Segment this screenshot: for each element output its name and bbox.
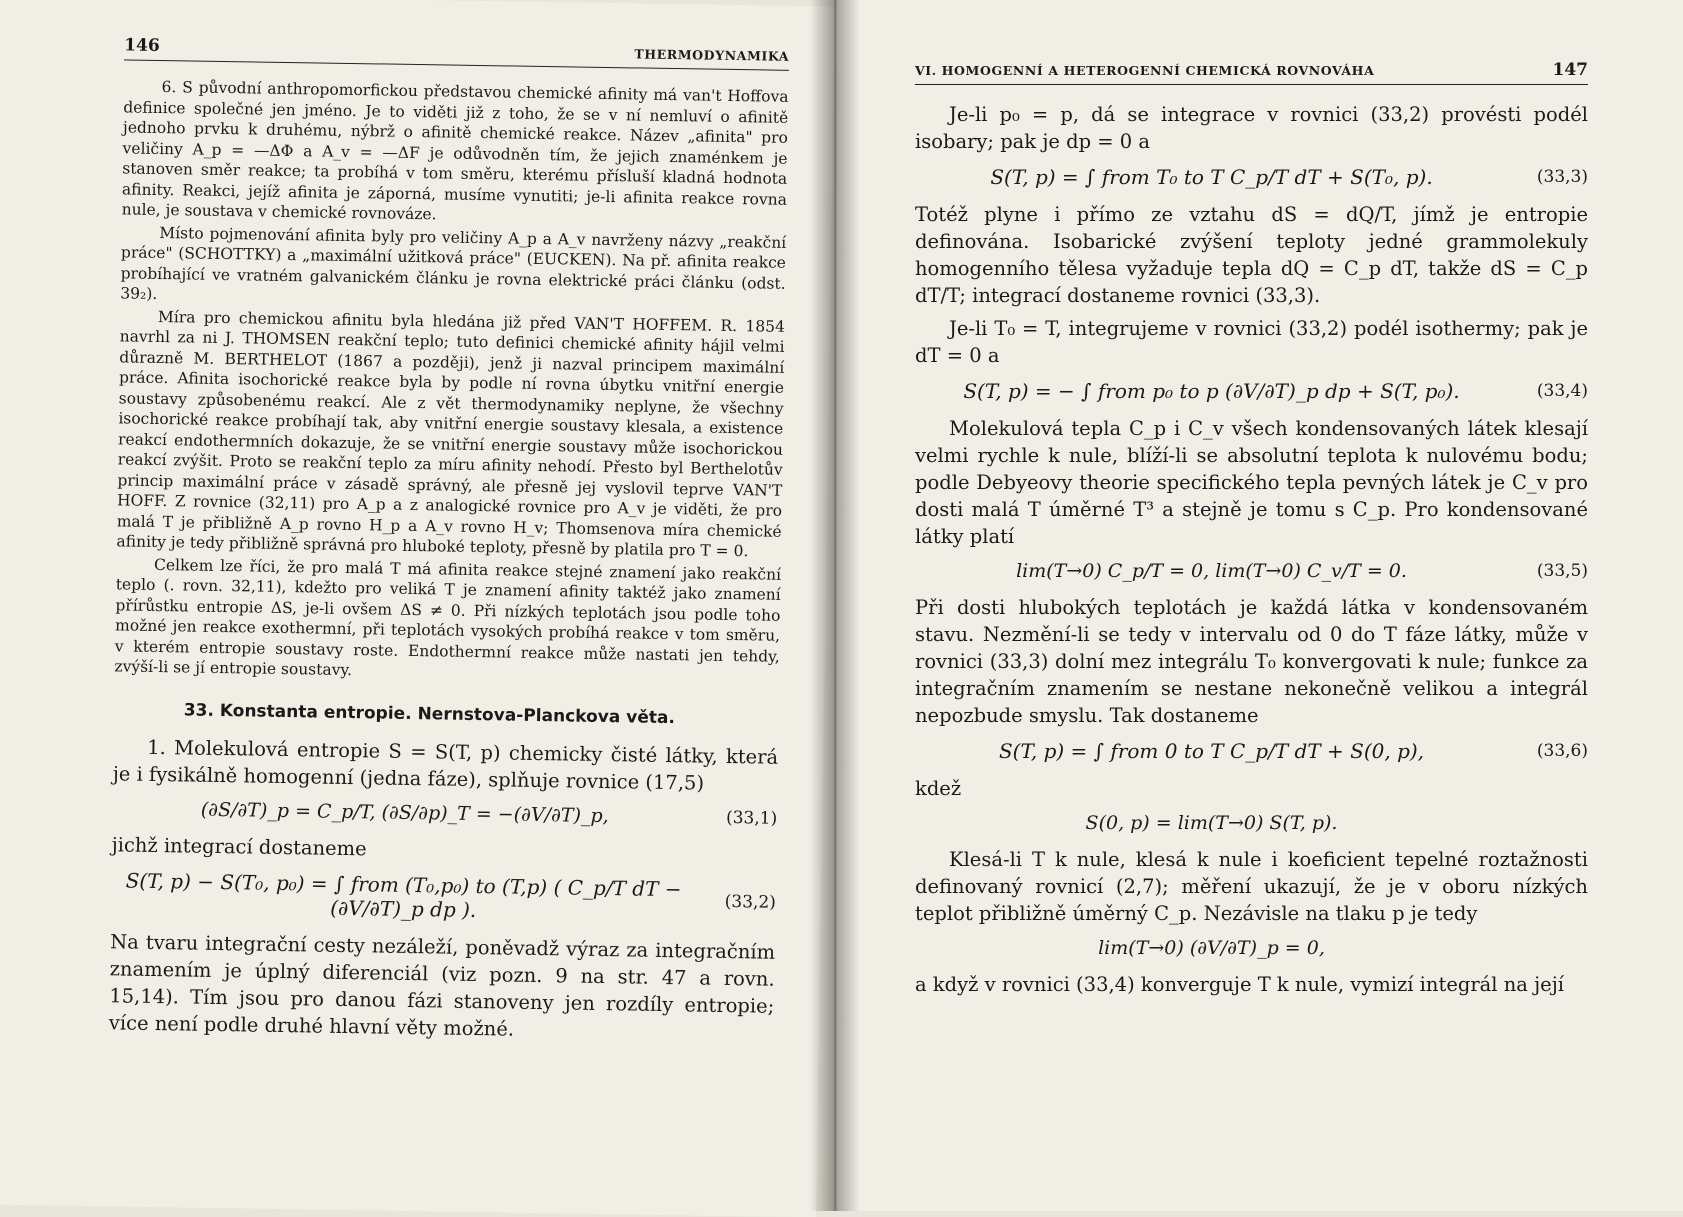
right-page [835,0,1683,1211]
paragraph-molekulova-tepla: Molekulová tepla C_p i C_v všech kondensovaných látek klesají velmi rychle k nule, blíží-li se absolutní teplota k nulovému bodu; podle Debyeovy theorie specifického tepla pevných látek je C_v pro dosti malá T úměrné T³ a stejně je tomu s C_p. Pro kondensované látky platí [915,417,1588,548]
paragraph-afinita-2: Místo pojmenování afinita byly pro veličiny A_p a A_v navrženy názvy „reakční práce" (SCHOTTKY) a „maximální užitková práce" (EUCKEN). Na př. afinita reakce probíhající ve vratném galvanickém článku je rovna elektrické práci článku (odst. 39₂). [120,223,787,303]
equation-33-3-tag: (33,3) [1536,167,1588,187]
equation-33-1 [112,797,777,829]
paragraph-kdez: kdež [915,777,962,800]
equation-33-1-body: (∂S/∂T)_p = C_p/T, (∂S/∂p)_T = −(∂V/∂T)_p, [200,798,609,827]
section-title: 33. Konstanta entropie. Nernstova-Planckova věta. [183,699,676,728]
equation-s0-body: S(0, p) = lim(T→0) S(T, p). [1085,812,1338,834]
equation-33-4-body: S(T, p) = − ∫ from p₀ to p (∂V/∂T)_p dp + S(T, p₀). [963,379,1460,403]
left-large-text [109,733,779,1046]
equation-33-3 [915,165,1588,189]
paragraph-entropie-2: jichž integrací dostaneme [111,832,367,860]
paragraph-entropie-1: 1. Molekulová entropie S = S(T, p) chemicky čisté látky, která je i fysikálně homogenní (jedna fáze), splňuje rovnice (17,5) [112,735,779,795]
equation-33-4 [915,379,1588,403]
paragraph-isobara: Je-li p₀ = p, dá se integrace v rovnici (33,2) provésti podél isobary; pak je dp = 0 a [915,103,1588,153]
left-page [0,0,835,1217]
equation-33-5-body: lim(T→0) C_p/T = 0, lim(T→0) C_v/T = 0. [1016,560,1407,582]
paragraph-konverguje: a když v rovnici (33,4) konverguje T k nule, vymizí integrál na její [915,973,1564,996]
equation-33-5-tag: (33,5) [1536,561,1588,581]
equation-33-6-body: S(T, p) = ∫ from 0 to T C_p/T dT + S(0, p), [998,739,1425,763]
equation-33-3-body: S(T, p) = ∫ from T₀ to T C_p/T dT + S(T₀, p). [990,165,1433,189]
paragraph-entropie-3: Na tvaru integrační cesty nezáleží, poněvadž výraz za integračním znamením je úplný diferenciál (viz pozn. 9 na str. 47 a rovn. 15,14). Tím jsou pro danou fázi stanoveny jen rozdíly entropie; více není podle druhé hlavní věty možné. [108,929,776,1041]
equation-lim-body: lim(T→0) (∂V/∂T)_p = 0, [1098,937,1325,959]
right-large-text [915,101,1588,998]
paragraph-afinita-3: Míra pro chemickou afinitu byla hledána již před VAN'T HOFFEM. R. 1854 navrhl za ni J. THOMSEN reakční teplo; tuto definici chemické afinity hájil velmi důrazně M. BERTHELOT (1867 a později), jenž ji nazval principem maximální práce. Afinita isochorické reakce byla by podle ní rovna úbytku vnitřní energie soustavy způsobenému reakcí. Ale z vět thermodynamiky neplyne, že všechny isochorické reakce probíhají tak, aby vnitřní energie soustavy klesala, a existence reakcí endothermních dokazuje, že se vnitřní energie soustavy může isochorickou reakcí zvýšit. Proto se reakční teplo za míru afinity nehodí. Přesto byl Berthelotův princip maximální práce v zásadě správný, ale přesně jej vyslovil teprve VAN'T HOFF. Z rovnice (32,11) pro A_p a z analogické rovnice pro A_v je viděti, že pro malá T je přibližně A_p rovno H_p a A_v rovno H_v; Thomsenova míra chemické afinity je tedy přibližně správná pro hluboké teploty, přesně by platila pro T = 0. [116,307,786,561]
equation-33-2 [111,868,777,926]
paragraph-kondensovany-stav: Při dosti hlubokých teplotách je každá látka v kondensovaném stavu. Nezmění-li se tedy v intervalu od 0 do T fáze látky, může v rovnici (33,3) dolní mez integrálu T₀ konvergovati k nule; funkce za integračním znamením se nestane nekonečně velikou a integrál nepozbude smyslu. Tak dostaneme [915,596,1588,727]
equation-33-2-tag: (33,2) [724,891,777,913]
equation-lim [915,937,1588,959]
right-running-title: VI. HOMOGENNÍ A HETEROGENNÍ CHEMICKÁ ROVNOVÁHA [915,63,1375,78]
equation-33-6 [915,739,1588,763]
right-page-number: 147 [1552,60,1588,80]
equation-33-6-tag: (33,6) [1536,741,1588,761]
left-running-title: THERMODYNAMIKA [634,46,790,64]
paragraph-afinita-4: Celkem lze říci, že pro malá T má afinita reakce stejné znamení jako reakční teplo (. rovn. 32,11), kdežto pro veliká T je znamení afinity taktéž jako znamení přírůstku entropie ΔS, je-li ovšem ΔS ≠ 0. Při nízkých teplotách jsou podle toho možné jen reakce exothermní, při teplotách vysokých probíhá reakce v tom směru, v kterém entropie soustavy roste. Endothermní reakce může nastati jen tehdy, zvýší-li se jí entropie soustavy. [114,555,782,680]
left-running-head [124,35,789,70]
paragraph-koeficient: Klesá-li T k nule, klesá k nule i koeficient tepelné roztažnosti definovaný rovnicí (2,7); měření ukazují, že je v oboru nízkých teplot přibližně úměrný C_p. Nezávisle na tlaku p je tedy [915,848,1588,925]
paragraph-afinita-1: 6. S původní anthropomorfickou představou chemické afinity má van't Hoffova definice společné jen jméno. Je to viděti již z toho, že se v ní nemluví o afinitě jednoho prvku k druhému, nýbrž o afinitě chemické reakce. Název „afinita" pro veličiny A_p = —ΔΦ a A_v = —ΔF je odůvodněn tím, že jejich znaménkem je stanoven směr reakce; ta probíhá v tom směru, kterému přísluší kladná hodnota afinity. Reakci, jejíž afinita je záporná, musíme vynutiti; je-li afinita reakce rovna nule, je soustava v chemické rovnováze. [121,77,789,224]
book-gutter [810,0,860,1211]
equation-s0 [915,812,1588,834]
paragraph-isotherma: Je-li T₀ = T, integrujeme v rovnici (33,2) podél isothermy; pak je dT = 0 a [915,317,1588,367]
right-running-head [915,60,1588,85]
equation-33-5 [915,560,1588,582]
left-small-text [114,76,788,687]
equation-33-1-tag: (33,1) [725,807,778,829]
equation-33-2-body: S(T, p) − S(T₀, p₀) = ∫ from (T₀,p₀) to (T,p) ( C_p/T dT − (∂V/∂T)_p dp ). [125,868,682,922]
equation-33-4-tag: (33,4) [1536,381,1588,401]
paragraph-definice: Totéž plyne i přímo ze vztahu dS = dQ/T, jímž je entropie definována. Isobarické zvýšení teploty jedné grammolekuly homogenního tělesa vyžaduje tepla dQ = C_p dT, takže dS = C_p dT/T; integrací dostaneme rovnici (33,3). [915,203,1588,307]
left-page-number: 146 [124,35,160,56]
